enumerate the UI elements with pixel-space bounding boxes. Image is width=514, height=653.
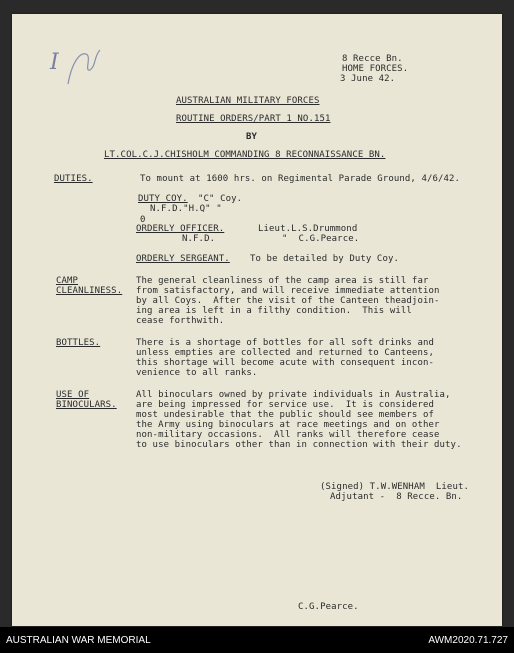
header-place: HOME FORCES. bbox=[342, 64, 409, 74]
archive-footer bbox=[0, 627, 514, 653]
pencil-scribble-icon bbox=[62, 42, 102, 92]
duties-line: To mount at 1600 hrs. on Regimental Parade Ground, 4/6/42. bbox=[140, 174, 461, 184]
binoculars-line: the Army using binoculars at race meetings and on other bbox=[136, 420, 440, 430]
camp-line: by all Coys. After the visit of the Canteen theadjoin- bbox=[136, 296, 440, 306]
binoculars-heading-1: USE OF bbox=[56, 390, 90, 400]
header-unit: 8 Recce Bn. bbox=[342, 54, 403, 64]
binoculars-line: to use binoculars other than in connection with their duty. bbox=[136, 440, 462, 450]
mark-zero: 0 bbox=[140, 215, 146, 225]
orderly-sergeant-value: To be detailed by Duty Coy. bbox=[250, 254, 399, 264]
camp-line: from satisfactory, and will receive immediate attention bbox=[136, 286, 440, 296]
bottles-line: this shortage will become acute with consequent incon- bbox=[136, 358, 434, 368]
camp-heading-2: CLEANLINESS. bbox=[56, 286, 123, 296]
pencil-annotation: I bbox=[50, 50, 59, 75]
binoculars-line: most undesirable that the public should see members of bbox=[136, 410, 434, 420]
header-date: 3 June 42. bbox=[340, 74, 396, 84]
nfd-label: N.F.D. bbox=[182, 234, 216, 244]
document-title: AUSTRALIAN MILITARY FORCES bbox=[176, 96, 320, 106]
duty-coy-label: DUTY COY. bbox=[138, 194, 188, 204]
camp-line: ing area is left in a filthy condition. This will bbox=[136, 306, 412, 316]
bottles-line: unless empties are collected and returned to Canteens, bbox=[136, 348, 434, 358]
binoculars-heading-2: BINOCULARS. bbox=[56, 400, 117, 410]
by-label: BY bbox=[246, 132, 258, 142]
nfd-hq: N.F.D."H.Q" " bbox=[150, 204, 222, 214]
binoculars-line: non-military occasions. All ranks will therefore cease bbox=[136, 430, 440, 440]
signature-line: (Signed) T.W.WENHAM Lieut. bbox=[320, 482, 469, 492]
duties-heading: DUTIES. bbox=[54, 174, 93, 184]
bottles-heading: BOTTLES. bbox=[56, 338, 101, 348]
binoculars-line: are being impressed for service use. It is considered bbox=[136, 400, 434, 410]
binoculars-line: All binoculars owned by private individuals in Australia, bbox=[136, 390, 451, 400]
duty-coy-value: "C" Coy. bbox=[198, 194, 243, 204]
orders-reference: ROUTINE ORDERS/PART 1 NO.151 bbox=[176, 114, 331, 124]
camp-heading-1: CAMP bbox=[56, 276, 79, 286]
orderly-officer-label: ORDERLY OFFICER. bbox=[136, 224, 225, 234]
footer-accession: AWM2020.71.727 bbox=[428, 635, 508, 646]
orderly-officer-value: Lieut.L.S.Drummond bbox=[258, 224, 358, 234]
bottles-line: There is a shortage of bottles for all soft drinks and bbox=[136, 338, 434, 348]
adjutant-line: Adjutant - 8 Recce. Bn. bbox=[330, 492, 463, 502]
footer-source: AUSTRALIAN WAR MEMORIAL bbox=[6, 635, 151, 646]
camp-line: cease forthwith. bbox=[136, 316, 225, 326]
commander-line: LT.COL.C.J.CHISHOLM COMMANDING 8 RECONNAISSANCE BN. bbox=[104, 150, 386, 160]
orderly-sergeant-label: ORDERLY SERGEANT. bbox=[136, 254, 230, 264]
bottom-name: C.G.Pearce. bbox=[298, 602, 359, 612]
document-page bbox=[12, 14, 502, 626]
camp-line: The general cleanliness of the camp area is still far bbox=[136, 276, 429, 286]
bottles-line: venience to all ranks. bbox=[136, 368, 258, 378]
nfd-value: " C.G.Pearce. bbox=[282, 234, 360, 244]
